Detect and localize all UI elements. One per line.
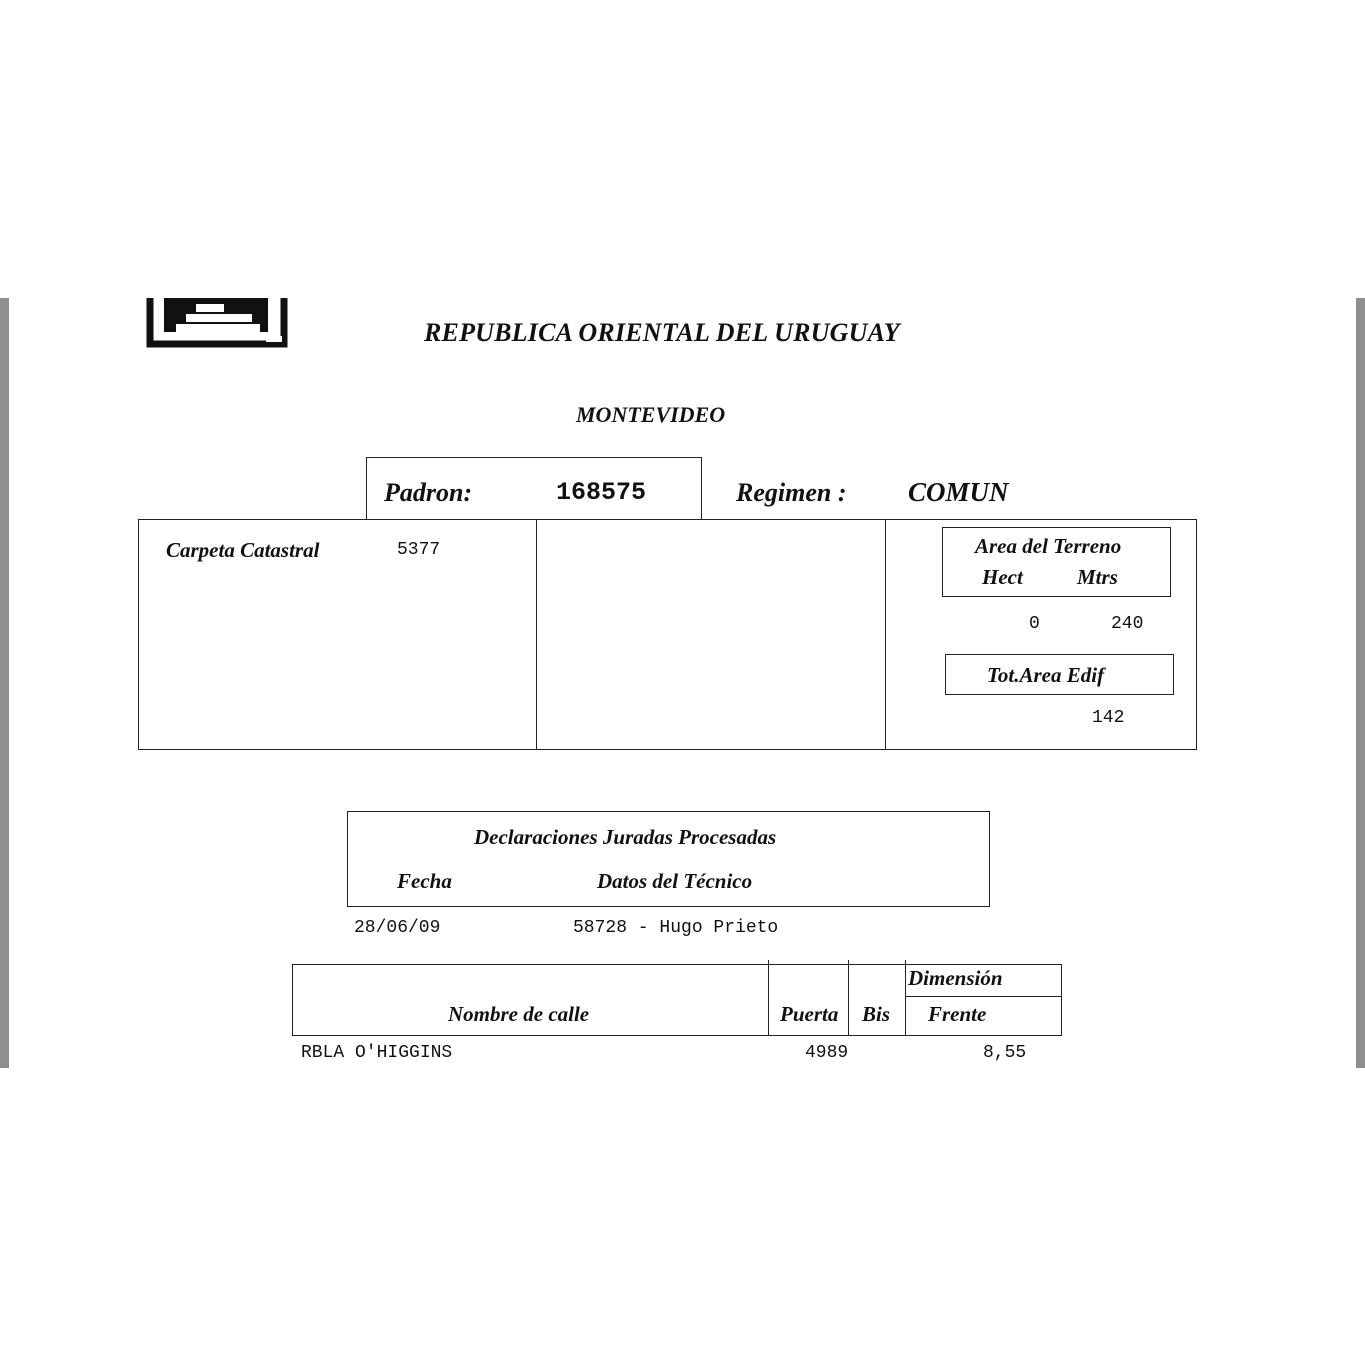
frente-label: Frente xyxy=(928,1002,987,1026)
catastro-divider-1 xyxy=(536,519,537,750)
area-terreno-label: Area del Terreno xyxy=(975,534,1122,558)
carpeta-label: Carpeta Catastral xyxy=(166,538,320,562)
hect-value: 0 xyxy=(1029,614,1040,634)
carpeta-value: 5377 xyxy=(397,540,441,560)
country-title: REPUBLICA ORIENTAL DEL URUGUAY xyxy=(424,318,900,347)
frente-value: 8,55 xyxy=(983,1043,1027,1063)
dimension-label: Dimensión xyxy=(908,966,1003,990)
catastro-divider-2 xyxy=(885,519,886,750)
regimen-value: COMUN xyxy=(908,477,1009,507)
calle-divider-bis xyxy=(848,960,849,1036)
left-page-edge xyxy=(0,298,9,1068)
mtrs-value: 240 xyxy=(1111,614,1144,634)
right-page-edge xyxy=(1356,298,1365,1068)
department-title: MONTEVIDEO xyxy=(576,402,726,427)
nombre-calle-label: Nombre de calle xyxy=(448,1002,590,1026)
nombre-calle-value: RBLA O'HIGGINS xyxy=(301,1043,453,1063)
fecha-label: Fecha xyxy=(397,869,452,893)
calle-divider-dimension xyxy=(905,960,906,1036)
tot-area-value: 142 xyxy=(1092,708,1125,728)
logo-emblem xyxy=(146,298,288,348)
mtrs-label: Mtrs xyxy=(1077,565,1118,589)
puerta-label: Puerta xyxy=(780,1002,839,1026)
padron-label: Padron: xyxy=(384,478,473,507)
bis-label: Bis xyxy=(862,1002,891,1026)
regimen-label: Regimen : xyxy=(736,478,847,507)
tecnico-label: Datos del Técnico xyxy=(597,869,753,893)
dimension-underline xyxy=(905,996,1062,997)
declaraciones-title: Declaraciones Juradas Procesadas xyxy=(474,825,777,849)
calle-divider-puerta xyxy=(768,960,769,1036)
puerta-value: 4989 xyxy=(805,1043,849,1063)
tecnico-value: 58728 - Hugo Prieto xyxy=(573,918,779,938)
hect-label: Hect xyxy=(982,565,1023,589)
tot-area-label: Tot.Area Edif xyxy=(987,663,1105,687)
padron-value: 168575 xyxy=(556,478,647,507)
fecha-value: 28/06/09 xyxy=(354,918,441,938)
